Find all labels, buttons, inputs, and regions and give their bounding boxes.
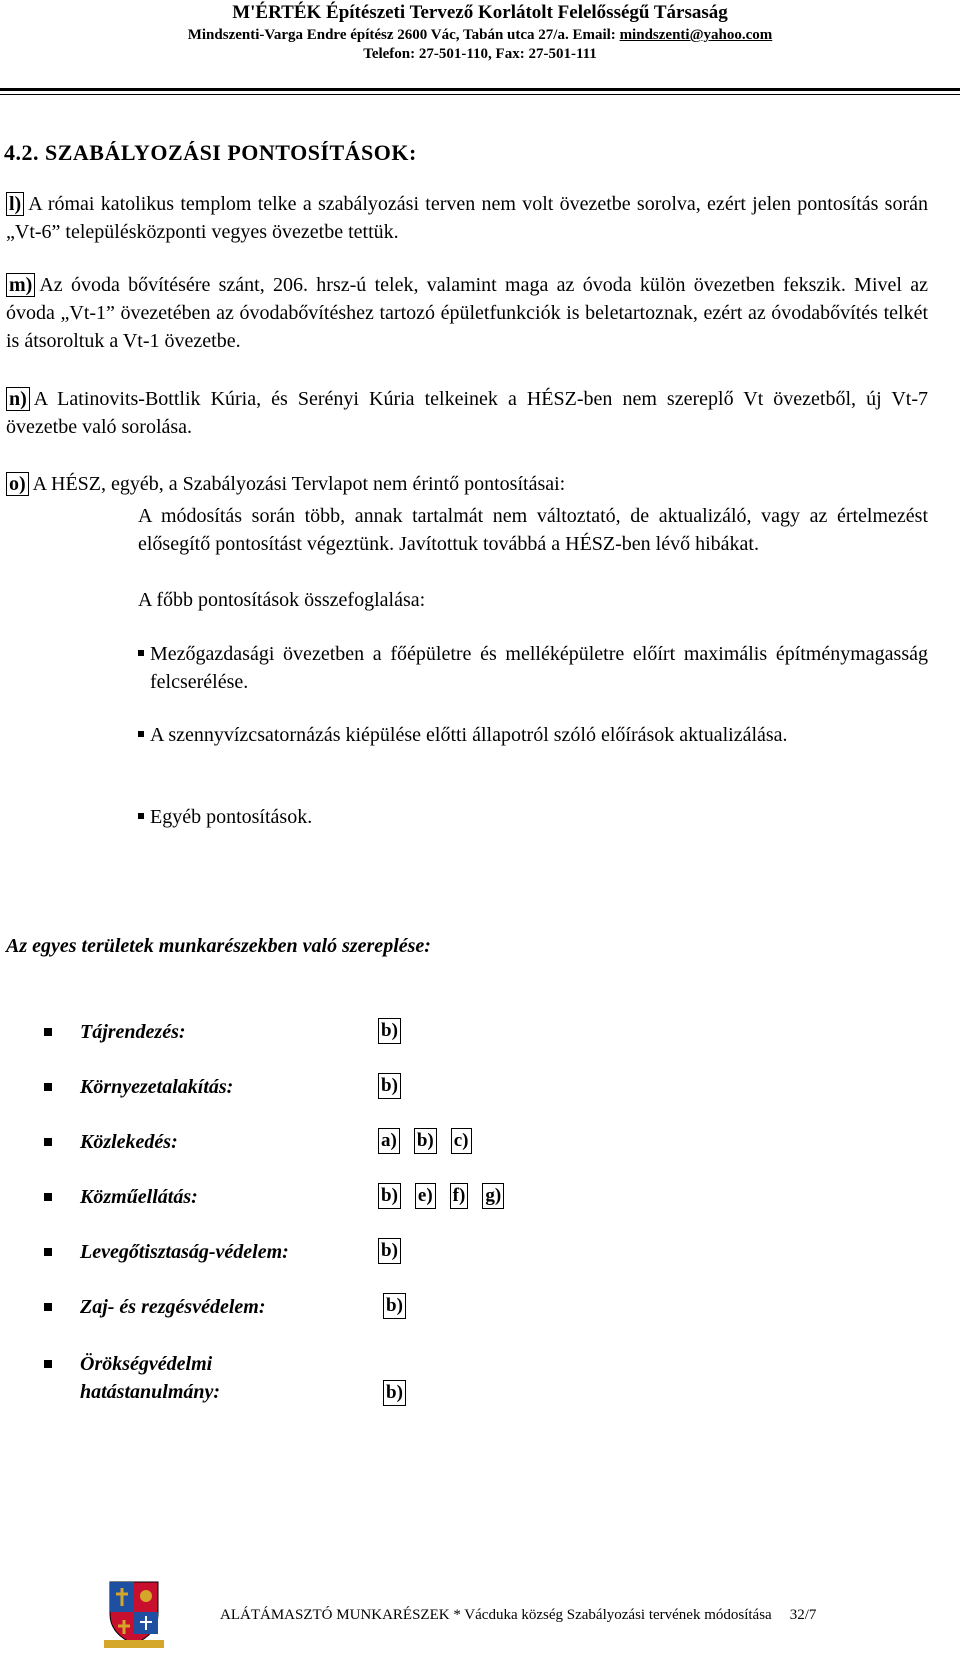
o-details-paragraph: A módosítás során több, annak tartalmát nem változtató, de aktualizáló, vagy az értelmezést elősegítő pontosítást végeztünk. Javítottuk továbbá a HÉSZ-ben lévő hibákat. — [138, 505, 928, 555]
area-code: e) — [415, 1183, 436, 1209]
bullet-square-icon — [44, 1028, 52, 1036]
area-row — [40, 1183, 920, 1213]
address-text: Mindszenti-Varga Endre építész 2600 Vác, Tabán utca 27/a. Email: — [187, 27, 620, 43]
area-codes — [378, 1183, 518, 1209]
area-name: Környezetalakítás: — [80, 1076, 234, 1098]
bullet-square-icon — [138, 731, 144, 737]
area-codes — [383, 1380, 420, 1406]
area-name: Tájrendezés: — [80, 1021, 186, 1043]
area-row — [40, 1238, 920, 1268]
item-marker: l) — [6, 192, 24, 216]
bullet-square-icon — [44, 1360, 52, 1368]
o-summary-label: A főbb pontosítások összefoglalása: — [138, 589, 426, 611]
item-text: A Latinovits-Bottlik Kúria, és Serényi Kúria telkeinek a HÉSZ-ben nem szereplő Vt övezetből, új Vt-7 övezetbe való sorolása. — [6, 388, 928, 438]
area-code: c) — [451, 1128, 472, 1154]
footer — [220, 1607, 816, 1624]
summary-bullet — [138, 803, 928, 831]
bullet-text: Egyéb pontosítások. — [150, 806, 313, 828]
area-code: a) — [378, 1128, 400, 1154]
area-name: Levegőtisztaság-védelem: — [80, 1241, 289, 1263]
item-text: A római katolikus templom telke a szabályozási terven nem volt övezetbe sorolva, ezért jelen pontosítás során „Vt-6” településközponti vegyes övezetbe tettük. — [6, 193, 928, 243]
bullet-square-icon — [44, 1193, 52, 1201]
area-row — [40, 1293, 920, 1323]
item-n — [6, 385, 928, 441]
bullet-text: A szennyvízcsatornázás kiépülése előtti állapotról szóló előírások aktualizálása. — [150, 724, 788, 746]
area-row — [40, 1018, 920, 1048]
item-marker: m) — [6, 273, 35, 297]
bullet-text: Mezőgazdasági övezetben a főépületre és melléképületre előírt maximális építménymagasság felcserélése. — [150, 643, 928, 693]
bullet-square-icon — [44, 1138, 52, 1146]
footer-middle: * Vácduka község Szabályozási tervének módosítása — [449, 1607, 772, 1623]
item-text: Az óvoda bővítésére szánt, 206. hrsz-ú telek, valamint maga az óvoda külön övezetben fekszik. Mivel az óvoda „Vt-1” övezetében az óvodabővítéshez tartozó épületfunkciók is beletartoznak, ezért az óvodabővítés telkét is átsoroltuk a Vt-1 övezetbe. — [6, 274, 928, 352]
area-code: b) — [378, 1238, 401, 1264]
item-l — [6, 190, 928, 246]
item-m — [6, 271, 928, 355]
area-codes — [378, 1073, 415, 1099]
header-rule-thin — [0, 94, 960, 95]
company-name: M'ÉRTÉK Építészeti Tervező Korlátolt Felelősségű Társaság — [232, 2, 728, 23]
area-code: g) — [482, 1183, 504, 1209]
footer-left: ALÁTÁMASZTÓ MUNKARÉSZEK — [220, 1607, 450, 1623]
area-row — [40, 1350, 920, 1414]
section-title: 4.2. SZABÁLYOZÁSI PONTOSÍTÁSOK: — [4, 140, 417, 165]
area-codes — [378, 1238, 415, 1264]
bullet-square-icon — [44, 1083, 52, 1091]
area-code: b) — [378, 1073, 401, 1099]
summary-bullet — [138, 721, 928, 749]
area-name: Közműellátás: — [80, 1186, 198, 1208]
area-code: b) — [383, 1380, 406, 1406]
company-phone: Telefon: 27-501-110, Fax: 27-501-111 — [363, 46, 597, 62]
area-code: b) — [383, 1293, 406, 1319]
area-code: b) — [414, 1128, 437, 1154]
area-row — [40, 1128, 920, 1158]
area-code: b) — [378, 1018, 401, 1044]
coat-of-arms-icon — [104, 1576, 164, 1648]
header-rule-thick — [0, 88, 960, 91]
area-name: Zaj- és rezgésvédelem: — [80, 1296, 266, 1318]
email-link[interactable]: mindszenti@yahoo.com — [619, 27, 773, 43]
bullet-square-icon — [138, 650, 144, 656]
area-name: Örökségvédelmi hatástanulmány: — [80, 1353, 221, 1403]
area-code: f) — [450, 1183, 469, 1209]
coat-of-arms-logo — [104, 1576, 164, 1648]
item-marker: n) — [6, 387, 30, 411]
item-marker: o) — [6, 472, 29, 496]
areas-heading: Az egyes területek munkarészekben való szereplése: — [6, 935, 431, 957]
area-codes — [378, 1128, 486, 1154]
item-text: A HÉSZ, egyéb, a Szabályozási Tervlapot nem érintő pontosításai: — [32, 473, 566, 495]
bullet-square-icon — [44, 1248, 52, 1256]
item-o — [6, 470, 928, 498]
summary-bullet — [138, 640, 928, 696]
area-row — [40, 1073, 920, 1103]
bullet-square-icon — [44, 1303, 52, 1311]
area-codes — [383, 1293, 420, 1319]
bullet-square-icon — [138, 813, 144, 819]
area-name: Közlekedés: — [80, 1131, 178, 1153]
area-code: b) — [378, 1183, 401, 1209]
page-number: 32/7 — [789, 1607, 817, 1623]
area-codes — [378, 1018, 415, 1044]
company-address — [0, 27, 960, 44]
